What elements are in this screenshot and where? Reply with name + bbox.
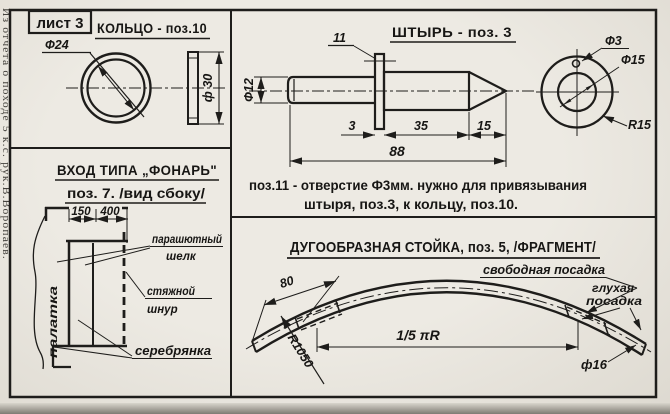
tent-label: палатка bbox=[48, 308, 60, 358]
arc-title: ДУГООБРАЗНАЯ СТОЙКА, поз. 5, /ФРАГМЕНТ/ bbox=[290, 239, 639, 256]
arc-stand-view bbox=[246, 238, 651, 384]
note-line-1: поз.11 - отверстие Ф3мм. нужно для привязывания bbox=[249, 178, 587, 193]
ring-title: КОЛЬЦО - поз.10 bbox=[97, 20, 207, 36]
drawcord-label-2: шнур bbox=[147, 304, 178, 316]
tight-fit-label-2: посадка bbox=[586, 296, 643, 308]
arc-radius-dim: R1050 bbox=[284, 331, 317, 371]
drawcord-label-1: стяжной bbox=[147, 286, 195, 298]
pin-end-radius-label: R15 bbox=[628, 118, 651, 132]
ring-view bbox=[42, 20, 227, 124]
ring-outer-diameter-label: ф 30 bbox=[201, 73, 215, 103]
tight-fit-label-1: глухая bbox=[592, 283, 635, 295]
entrance-view bbox=[33, 162, 223, 369]
entrance-dim-right: 400 bbox=[100, 206, 120, 218]
ring-inner-diameter-label: Ф24 bbox=[45, 38, 69, 52]
pin-body-dim: 35 bbox=[414, 119, 428, 133]
pin-shaft-diameter-label: Ф12 bbox=[242, 78, 256, 102]
tent-break-line bbox=[33, 216, 45, 369]
margin-note: Из отчета о походе 5 к.с. рук.В.Воропаев. bbox=[0, 8, 11, 226]
entrance-subtitle: поз. 7. /вид сбоку/ bbox=[67, 186, 206, 201]
note-line-2: штыря, поз.3, к кольцу, поз.10. bbox=[304, 197, 518, 212]
parachute-silk-label-1: парашютный bbox=[152, 234, 222, 246]
pin-total-dim: 88 bbox=[389, 143, 405, 159]
pin-hole-callout: 11 bbox=[333, 31, 346, 45]
pin-end-hole bbox=[573, 60, 580, 67]
pin-collar-dim: 3 bbox=[348, 119, 356, 133]
arc-tube-diameter-label: ф16 bbox=[581, 357, 607, 372]
parachute-silk-label-2: шелк bbox=[166, 251, 196, 263]
pin-view bbox=[242, 24, 536, 167]
photo-bottom-edge bbox=[0, 403, 670, 414]
pin-end-view bbox=[536, 34, 652, 136]
hole-note bbox=[249, 178, 587, 212]
pin-title: ШТЫРЬ - поз. 3 bbox=[392, 24, 512, 40]
pin-tip-dim: 15 bbox=[477, 119, 491, 133]
sheet-label: лист 3 bbox=[36, 15, 84, 32]
silver-fabric-label: серебрянка bbox=[135, 343, 211, 358]
pin-hole-diameter-label: Ф3 bbox=[605, 34, 622, 48]
arc-segment-dim: 80 bbox=[277, 273, 296, 292]
free-fit-label: свободная посадка bbox=[483, 262, 605, 277]
entrance-dim-left: 150 bbox=[71, 206, 91, 218]
entrance-title: ВХОД ТИПА „ФОНАРЬ" bbox=[57, 162, 217, 178]
sheet-label-box bbox=[29, 11, 91, 33]
pin-end-inner-diameter-label: Ф15 bbox=[621, 53, 645, 67]
arc-length-dim: 1/5 πR bbox=[396, 327, 440, 343]
